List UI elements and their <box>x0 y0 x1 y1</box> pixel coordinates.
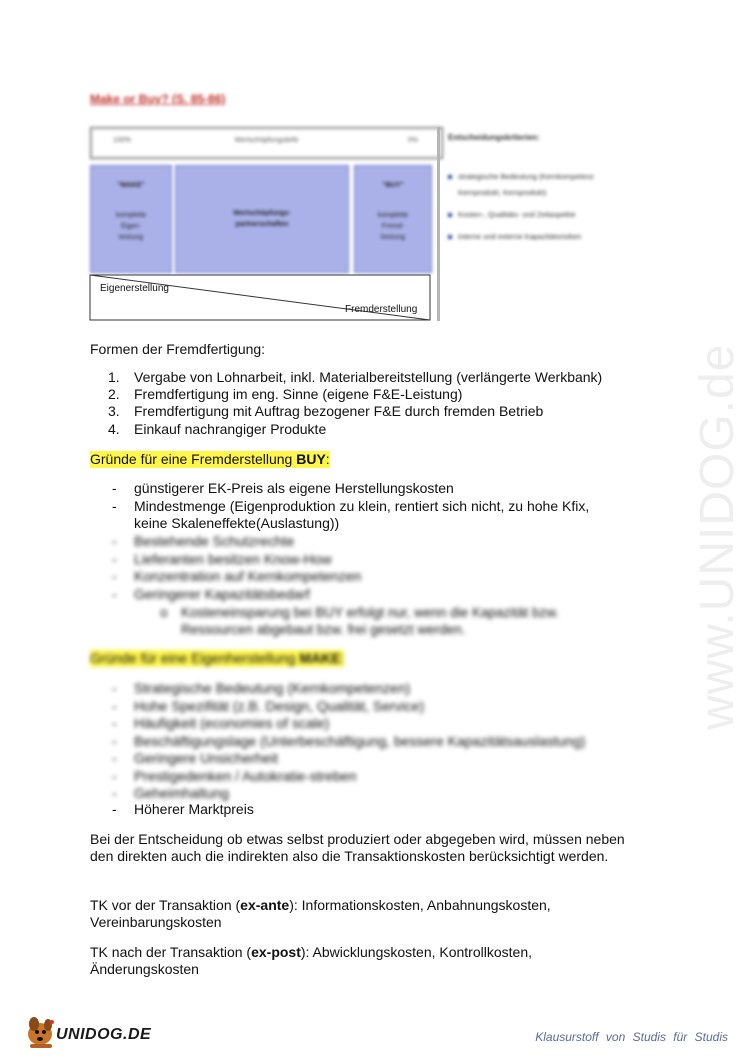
buy-heading-text: Gründe für eine Fremderstellung <box>90 451 297 467</box>
buy-box <box>354 165 432 273</box>
dash: - <box>112 801 117 817</box>
make-heading-colon: : <box>340 650 345 666</box>
forms-item: Fremdfertigung mit Auftrag bezogener F&E durch fremden Betrieb <box>134 403 544 419</box>
buy-item-cont: keine Skaleneffekte(Auslastung)) <box>134 515 340 531</box>
forms-item: Einkauf nachrangiger Produkte <box>134 421 327 437</box>
bar-title: Wertschöpfungstiefe <box>234 137 299 144</box>
make-item: Geringere Unsicherheit <box>134 750 278 766</box>
partnership-box-line: partnerschaften <box>235 221 289 228</box>
make-item: Geheimhaltung <box>134 785 229 801</box>
tk-post-bold: ex-post <box>251 944 301 960</box>
transaction-cost-paragraph: Bei der Entscheidung ob etwas selbst produziert oder abgegeben wird, müssen neben den direkten auch die indirekten also die Transaktionskosten berücksichtigt werden. <box>90 831 625 864</box>
dash: - <box>112 586 117 602</box>
make-heading <box>90 650 344 667</box>
forms-number: 4. <box>108 421 120 437</box>
buy-item: Lieferanten besitzen Know-How <box>134 551 332 567</box>
make-item: Strategische Bedeutung (Kernkompetenzen) <box>134 680 411 696</box>
dash: - <box>112 698 117 714</box>
sub-bullet: o <box>160 605 168 620</box>
make-or-buy-diagram <box>89 123 445 321</box>
forms-item: Vergabe von Lohnarbeit, inkl. Materialbereitstellung (verlängerte Werkbank) <box>134 369 603 385</box>
bar-right-label: 0% <box>407 137 418 144</box>
logo-text: UNIDOG.DE <box>56 1026 152 1043</box>
criteria-item: strategische Bedeutung (Kernkompetenz <box>448 170 688 184</box>
criteria-item-cont: Kernprodukt, Kernprodukt) <box>458 188 547 197</box>
buy-box-title: "BUY" <box>382 182 404 189</box>
forms-number: 1. <box>108 369 120 385</box>
dash: - <box>112 785 117 801</box>
tk-ex-ante <box>90 897 630 931</box>
buy-item: Konzentration auf Kernkompetenzen <box>134 568 362 584</box>
make-heading-text: Gründe für eine Eigenherstellung <box>90 650 300 666</box>
partnership-box <box>175 165 349 273</box>
make-item: Beschäftigungslage (Unterbeschäftigung, bessere Kapazitätsauslastung) <box>134 733 586 749</box>
make-box-line: komplette <box>115 212 147 219</box>
buy-sub-item: Ressourcen abgebaut bzw. frei gesetzt werden. <box>181 622 466 637</box>
make-box-line: Eigen- <box>120 223 142 230</box>
buy-item: Mindestmenge (Eigenproduktion zu klein, rentiert sich nicht, zu hohe Kfix, <box>134 498 590 514</box>
dash: - <box>112 533 117 549</box>
make-box-title: "MAKE" <box>117 182 145 189</box>
buy-item: günstigerer EK-Preis als eigene Herstellungskosten <box>134 480 454 496</box>
buy-box-line: komplette <box>377 212 409 219</box>
buy-heading-colon: : <box>325 451 330 467</box>
eigenerstellung-label: Eigenerstellung <box>100 283 169 294</box>
forms-number: 3. <box>108 403 120 419</box>
make-heading-bold: MAKE <box>299 650 341 666</box>
tk-ante-pre: TK vor der Transaktion ( <box>90 897 241 913</box>
divider <box>437 127 440 321</box>
dash: - <box>112 715 117 731</box>
make-box <box>90 165 172 273</box>
buy-heading <box>90 451 330 468</box>
buy-box-line: Fremd- <box>381 223 405 230</box>
make-item: Höherer Marktpreis <box>134 801 254 817</box>
tk-post-pre: TK nach der Transaktion ( <box>90 944 252 960</box>
make-item: Hohe Spezifität (z.B. Design, Qualität, Service) <box>134 698 425 714</box>
make-item: Prestigedenken / Autokratie-streben <box>134 768 357 784</box>
dash: - <box>112 733 117 749</box>
dash: - <box>112 551 117 567</box>
footer-tagline: Klausurstoff von Studis für Studis <box>535 1030 728 1044</box>
buy-item: Geringerer Kapazitätsbedarf <box>134 586 310 602</box>
wertschoepfung-bar <box>90 127 443 159</box>
watermark: www.UNIDOG.de <box>691 343 744 730</box>
buy-sub-item: Kosteneinsparung bei BUY erfolgt nur, wenn die Kapazität bzw. <box>181 605 559 620</box>
dash: - <box>112 568 117 584</box>
forms-title: Formen der Fremdfertigung: <box>90 341 266 357</box>
tk-ante-bold: ex-ante <box>240 897 290 913</box>
section-heading: Make or Buy? (S. 85-86) <box>90 92 226 106</box>
make-box-line: leistung <box>118 234 144 241</box>
dash: - <box>112 498 117 514</box>
dash: - <box>112 680 117 696</box>
criteria-title: Entscheidungskriterien: <box>448 133 540 142</box>
tk-post-post: ): Abwicklungskosten, Kontrollkosten, Änderungskosten <box>90 944 532 977</box>
tk-ante-post: ): Informationskosten, Anbahnungskosten, Vereinbarungskosten <box>90 897 551 930</box>
decision-criteria <box>448 133 688 252</box>
buy-item: Bestehende Schutzrechte <box>134 533 295 549</box>
dash: - <box>112 768 117 784</box>
buy-box-line: leistung <box>380 234 406 241</box>
buy-heading-bold: BUY <box>296 451 326 467</box>
tk-ex-post <box>90 944 630 978</box>
criteria-item: interne und externe Kapazitätsrisiken <box>448 230 688 244</box>
criteria-item: Kosten-, Qualitäts- und Zeitaspekte <box>448 208 688 222</box>
forms-item: Fremdfertigung im eng. Sinne (eigene F&E-Leistung) <box>134 386 463 402</box>
dash: - <box>112 750 117 766</box>
bar-left-label: 100% <box>113 137 131 144</box>
make-item: Häufigkeit (economies of scale) <box>134 715 330 731</box>
partnership-box-line: Wertschöpfungs- <box>233 210 291 217</box>
fremderstellung-label: Fremderstellung <box>345 304 418 315</box>
forms-number: 2. <box>108 386 120 402</box>
dash: - <box>112 480 117 496</box>
